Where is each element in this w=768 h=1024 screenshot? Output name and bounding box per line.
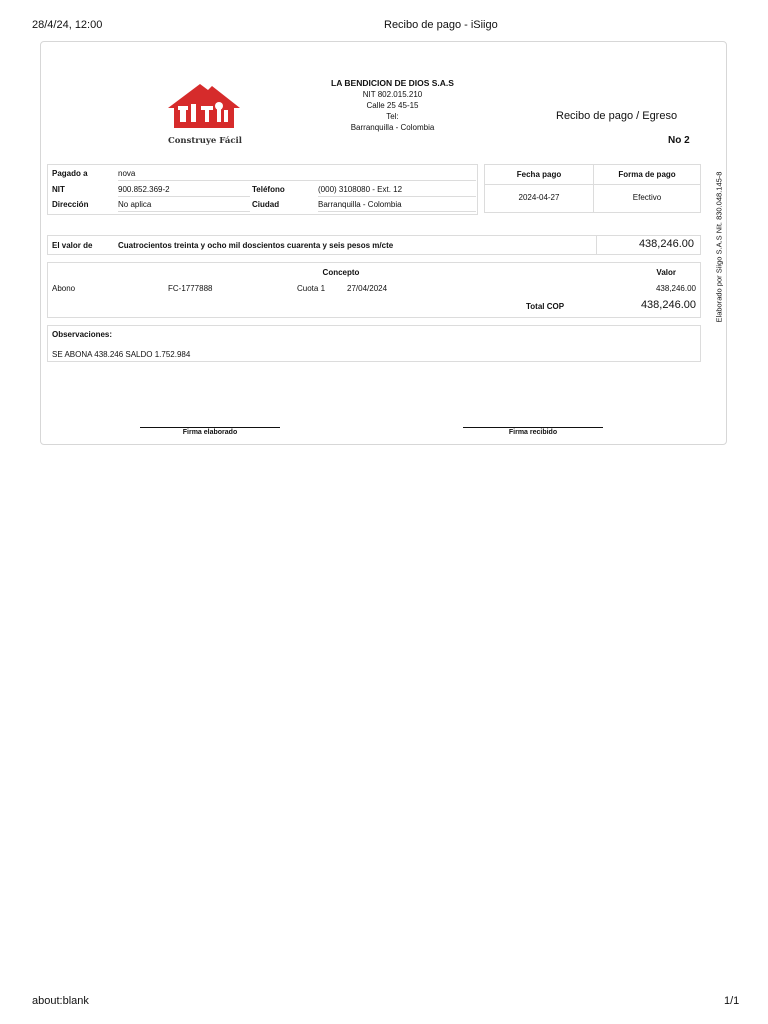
concept-value: 438,246.00 xyxy=(655,284,696,293)
concept-type: Abono xyxy=(52,284,76,293)
company-nit: NIT 802.015.210 xyxy=(362,90,423,99)
signature-received-label: Firma recibido xyxy=(508,429,558,436)
logo-text: Construye Fácil xyxy=(167,136,242,146)
paid-to-label: Pagado a xyxy=(52,169,88,178)
amount-box xyxy=(47,235,701,255)
payment-method-label: Forma de pago xyxy=(618,170,676,179)
address-label: Dirección xyxy=(52,200,89,209)
signature-line-received xyxy=(463,427,603,428)
concept-date: 27/04/2024 xyxy=(347,284,388,293)
phone-value: (000) 3108080 - Ext. 12 xyxy=(318,183,476,197)
nit-label: NIT xyxy=(52,185,65,194)
address-value: No aplica xyxy=(118,198,250,212)
city-label: Ciudad xyxy=(252,200,280,209)
side-credit-text: Elaborado por Siigo S.A.S Nit. 830.048.145-8 xyxy=(714,171,724,323)
print-page-title: Recibo de pago - iSiigo xyxy=(384,19,498,31)
company-address: Calle 25 45-15 xyxy=(366,101,419,110)
company-tel: Tel: xyxy=(386,112,399,121)
print-url: about:blank xyxy=(32,995,89,1007)
company-name: LA BENDICION DE DIOS S.A.S xyxy=(331,78,454,88)
concept-box xyxy=(47,262,701,318)
value-header: Valor xyxy=(656,268,676,277)
amount-label: El valor de xyxy=(52,241,93,250)
company-info xyxy=(300,78,485,133)
concept-header: Concepto xyxy=(322,268,360,277)
payment-method-value: Efectivo xyxy=(632,193,662,202)
receipt-title: Recibo de pago / Egreso xyxy=(556,110,678,122)
house-tools-icon xyxy=(160,82,250,130)
payment-date-label: Fecha pago xyxy=(516,170,562,179)
observations-text: SE ABONA 438.246 SALDO 1.752.984 xyxy=(52,350,191,359)
amount-value: 438,246.00 xyxy=(638,238,694,250)
concept-invoice: FC-1777888 xyxy=(168,284,213,293)
company-logo xyxy=(160,82,250,146)
phone-label: Teléfono xyxy=(252,185,285,194)
payee-box xyxy=(47,164,478,215)
company-city: Barranquilla - Colombia xyxy=(350,123,435,132)
signature-line-made xyxy=(140,427,280,428)
paid-to-value: nova xyxy=(118,167,476,181)
total-value: 438,246.00 xyxy=(640,299,696,311)
print-page-count: 1/1 xyxy=(724,995,740,1007)
signature-made-label: Firma elaborado xyxy=(182,429,238,436)
observations-box xyxy=(47,325,701,362)
city-value: Barranquilla - Colombia xyxy=(318,198,476,212)
payment-date-value: 2024-04-27 xyxy=(518,193,560,202)
total-label: Total COP xyxy=(526,302,565,311)
side-credit xyxy=(712,162,726,332)
payment-box xyxy=(484,164,701,213)
observations-label: Observaciones: xyxy=(52,330,113,339)
receipt-number: No 2 xyxy=(668,135,690,146)
print-datetime: 28/4/24, 12:00 xyxy=(32,19,103,31)
concept-installment: Cuota 1 xyxy=(297,284,326,293)
amount-words: Cuatrocientos treinta y ocho mil doscientos cuarenta y seis pesos m/cte xyxy=(118,241,394,250)
nit-value: 900.852.369-2 xyxy=(118,183,250,197)
